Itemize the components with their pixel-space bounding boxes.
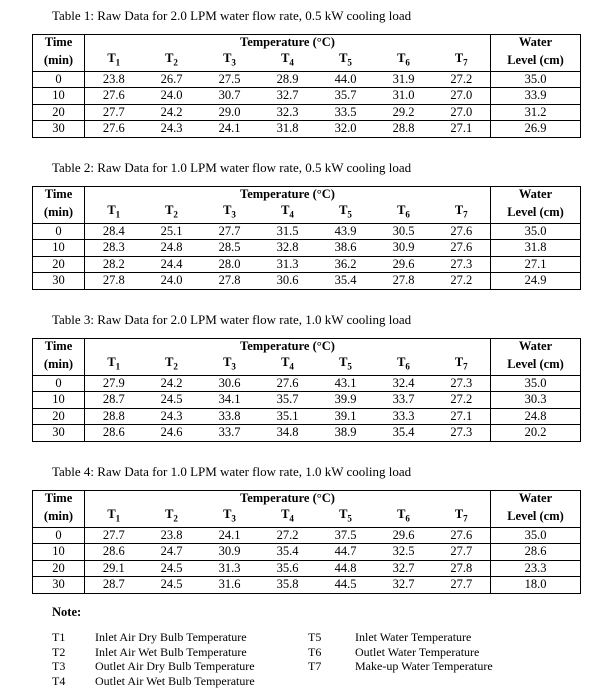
temperature-cell: 28.7 [85,577,143,594]
sensor-label: T [281,202,290,217]
header-row-2 [33,51,581,72]
sensor-label: T [281,50,290,65]
temperature-cell: 28.0 [201,256,259,273]
note-desc: Inlet Water Temperature [355,630,472,644]
temperature-cell: 28.7 [85,392,143,409]
table-row [33,375,581,392]
temperature-cell: 30.9 [375,240,433,257]
note-right-codes [308,630,321,674]
temperature-cell: 23.8 [143,527,201,544]
temperature-cell: 32.8 [259,240,317,257]
sensor-subscript: 1 [115,57,121,67]
temperature-cell: 43.1 [317,375,375,392]
temperature-cell: 29.0 [201,104,259,121]
temperature-cell: 24.5 [143,577,201,594]
temperature-cell: 39.9 [317,392,375,409]
header-row-1 [33,339,581,355]
note-code: T6 [308,644,322,659]
time-cell: 0 [33,375,85,392]
water-level-cell: 30.3 [491,392,581,409]
sensor-header [259,203,317,224]
temperature-cell: 27.7 [433,544,491,561]
time-unit: (min) [33,355,85,376]
temperature-cell: 24.3 [143,408,201,425]
time-unit: (min) [33,51,85,72]
temperature-cell: 30.7 [201,88,259,105]
sensor-header [201,51,259,72]
time-unit: (min) [33,507,85,528]
water-level-unit: Level (cm) [491,355,581,376]
table-row [33,240,581,257]
water-level-cell: 33.9 [491,88,581,105]
sensor-subscript: 6 [405,361,410,371]
temperature-cell: 27.0 [433,88,491,105]
temperature-cell: 29.2 [375,104,433,121]
table-4-caption: Table 4: Raw Data for 1.0 LPM water flow rate, 1.0 kW cooling load [52,464,412,479]
table-row [33,121,581,138]
water-level-unit: Level (cm) [491,51,581,72]
time-cell: 20 [33,560,85,577]
sensor-header [375,51,433,72]
table-1 [32,34,581,138]
table-row [33,88,581,105]
temperature-cell: 44.5 [317,577,375,594]
time-cell: 10 [33,88,85,105]
water-level-cell: 24.8 [491,408,581,425]
temperature-cell: 24.4 [143,256,201,273]
sensor-subscript: 4 [289,361,294,371]
table-2-caption: Table 2: Raw Data for 1.0 LPM water flow rate, 0.5 kW cooling load [52,160,412,175]
temperature-cell: 28.8 [375,121,433,138]
note-left-descs [95,630,255,688]
temperature-cell: 33.3 [375,408,433,425]
temperature-cell: 35.1 [259,408,317,425]
time-cell: 0 [33,71,85,88]
sensor-label: T [107,506,116,521]
sensor-subscript: 3 [231,361,236,371]
temperature-cell: 27.2 [433,392,491,409]
temperature-cell: 29.6 [375,527,433,544]
water-level-cell: 35.0 [491,223,581,240]
sensor-label: T [165,354,174,369]
table-row [33,104,581,121]
header-row-1 [33,491,581,507]
temperature-cell: 28.4 [85,223,143,240]
sensor-header [259,355,317,376]
temperature-cell: 33.7 [201,425,259,442]
sensor-subscript: 2 [173,209,178,219]
sensor-subscript: 5 [347,513,352,523]
sensor-header [433,355,491,376]
temperature-cell: 27.6 [433,527,491,544]
temperature-cell: 29.1 [85,560,143,577]
temperature-cell: 27.5 [201,71,259,88]
temperature-cell: 27.9 [85,375,143,392]
header-row-2 [33,203,581,224]
sensor-subscript: 5 [347,57,352,67]
temperature-cell: 33.5 [317,104,375,121]
water-level-header: Water [491,491,581,507]
header-row-1 [33,187,581,203]
sensor-subscript: 3 [231,513,236,523]
time-cell: 20 [33,104,85,121]
sensor-label: T [339,354,348,369]
temperature-cell: 27.6 [433,223,491,240]
temperature-cell: 32.4 [375,375,433,392]
sensor-header [201,507,259,528]
temperature-cell: 27.2 [259,527,317,544]
temperature-cell: 24.0 [143,88,201,105]
sensor-header [317,203,375,224]
table-row [33,560,581,577]
sensor-header [143,51,201,72]
time-cell: 20 [33,256,85,273]
sensor-label: T [165,202,174,217]
temperature-cell: 24.8 [143,240,201,257]
sensor-header [143,507,201,528]
table-1-caption: Table 1: Raw Data for 2.0 LPM water flow rate, 0.5 kW cooling load [52,8,412,23]
temperature-cell: 27.6 [85,121,143,138]
table-row [33,392,581,409]
temperature-cell: 24.1 [201,527,259,544]
temperature-cell: 27.8 [433,560,491,577]
note-code: T3 [52,659,66,673]
temperature-cell: 28.9 [259,71,317,88]
time-cell: 0 [33,223,85,240]
temperature-cell: 33.8 [201,408,259,425]
temperature-cell: 24.7 [143,544,201,561]
temperature-cell: 31.6 [201,577,259,594]
table-4 [32,490,581,594]
water-level-cell: 28.6 [491,544,581,561]
sensor-subscript: 1 [115,209,121,219]
sensor-label: T [223,50,232,65]
temperature-cell: 27.7 [85,104,143,121]
sensor-subscript: 7 [463,513,468,523]
sensor-label: T [397,50,406,65]
time-cell: 30 [33,273,85,290]
note-code: T7 [308,659,322,673]
note-code: T2 [52,644,66,659]
sensor-header [433,51,491,72]
temperature-cell: 31.9 [375,71,433,88]
table-row [33,273,581,290]
time-unit: (min) [33,203,85,224]
table-row [33,544,581,561]
temperature-cell: 38.6 [317,240,375,257]
sensor-header [85,507,143,528]
temperature-cell: 24.5 [143,560,201,577]
temperature-cell: 24.1 [201,121,259,138]
note-code: T1 [52,630,66,644]
time-header: Time [33,35,85,51]
water-level-header: Water [491,339,581,355]
sensor-label: T [165,50,174,65]
sensor-header [317,355,375,376]
temperature-cell: 28.6 [85,544,143,561]
time-header: Time [33,339,85,355]
note-left-codes [52,630,65,688]
sensor-header [317,507,375,528]
temperature-cell: 31.5 [259,223,317,240]
temperature-cell: 30.6 [259,273,317,290]
water-level-unit: Level (cm) [491,507,581,528]
table-3 [32,338,581,442]
temperature-cell: 27.3 [433,375,491,392]
temperature-cell: 27.0 [433,104,491,121]
water-level-cell: 18.0 [491,577,581,594]
sensor-subscript: 3 [231,209,236,219]
sensor-header [85,51,143,72]
time-cell: 30 [33,121,85,138]
sensor-header [259,507,317,528]
note-desc: Outlet Air Dry Bulb Temperature [95,659,255,673]
temperature-cell: 27.2 [433,71,491,88]
time-cell: 10 [33,544,85,561]
temperature-header: Temperature (°C) [85,491,491,507]
water-level-cell: 31.2 [491,104,581,121]
table-row [33,408,581,425]
temperature-cell: 24.3 [143,121,201,138]
water-level-cell: 27.1 [491,256,581,273]
temperature-cell: 32.7 [259,88,317,105]
sensor-subscript: 6 [405,513,410,523]
sensor-subscript: 6 [405,57,410,67]
water-level-cell: 24.9 [491,273,581,290]
note-desc: Outlet Water Temperature [355,644,480,659]
table-row [33,71,581,88]
temperature-cell: 30.6 [201,375,259,392]
time-cell: 10 [33,392,85,409]
sensor-label: T [454,506,464,521]
note-desc: Outlet Air Wet Bulb Temperature [95,673,255,688]
temperature-cell: 25.1 [143,223,201,240]
water-level-cell: 23.3 [491,560,581,577]
table-row [33,425,581,442]
sensor-label: T [397,202,406,217]
temperature-cell: 44.8 [317,560,375,577]
temperature-cell: 32.3 [259,104,317,121]
sensor-subscript: 4 [289,513,294,523]
temperature-cell: 27.6 [433,240,491,257]
sensor-header [259,51,317,72]
temperature-cell: 28.5 [201,240,259,257]
note-desc: Inlet Air Dry Bulb Temperature [95,630,247,644]
temperature-cell: 26.7 [143,71,201,88]
sensor-label: T [107,50,116,65]
temperature-cell: 30.5 [375,223,433,240]
sensor-label: T [223,506,232,521]
temperature-header: Temperature (°C) [85,35,491,51]
time-cell: 20 [33,408,85,425]
temperature-cell: 28.8 [85,408,143,425]
temperature-cell: 38.9 [317,425,375,442]
sensor-header [433,203,491,224]
temperature-cell: 44.7 [317,544,375,561]
temperature-cell: 28.3 [85,240,143,257]
water-level-cell: 35.0 [491,71,581,88]
sensor-label: T [223,354,232,369]
temperature-cell: 31.0 [375,88,433,105]
temperature-header: Temperature (°C) [85,187,491,203]
sensor-label: T [397,506,406,521]
temperature-cell: 27.8 [375,273,433,290]
table-row [33,577,581,594]
temperature-cell: 27.1 [433,121,491,138]
sensor-header [143,203,201,224]
temperature-cell: 44.0 [317,71,375,88]
temperature-cell: 43.9 [317,223,375,240]
note-right-descs [355,630,493,674]
sensor-header [85,355,143,376]
temperature-cell: 33.7 [375,392,433,409]
table-row [33,223,581,240]
temperature-cell: 37.5 [317,527,375,544]
temperature-cell: 23.8 [85,71,143,88]
time-cell: 0 [33,527,85,544]
temperature-cell: 27.6 [85,88,143,105]
sensor-subscript: 2 [173,361,178,371]
sensor-header [433,507,491,528]
sensor-label: T [339,202,348,217]
time-cell: 30 [33,577,85,594]
sensor-header [375,203,433,224]
sensor-label: T [281,506,290,521]
sensor-header [317,51,375,72]
sensor-label: T [454,354,464,369]
water-level-cell: 26.9 [491,121,581,138]
temperature-header: Temperature (°C) [85,339,491,355]
temperature-cell: 32.0 [317,121,375,138]
sensor-subscript: 7 [463,57,468,67]
temperature-cell: 27.8 [85,273,143,290]
water-level-header: Water [491,187,581,203]
temperature-cell: 27.1 [433,408,491,425]
water-level-unit: Level (cm) [491,203,581,224]
sensor-subscript: 1 [115,513,121,523]
sensor-subscript: 7 [463,209,468,219]
note-code: T4 [52,673,66,688]
temperature-cell: 27.3 [433,256,491,273]
note-title: Note: [52,605,82,619]
temperature-cell: 28.2 [85,256,143,273]
time-header: Time [33,491,85,507]
note-desc: Inlet Air Wet Bulb Temperature [95,644,247,659]
sensor-subscript: 4 [289,209,294,219]
temperature-cell: 27.7 [433,577,491,594]
sensor-subscript: 2 [173,57,178,67]
water-level-cell: 20.2 [491,425,581,442]
temperature-cell: 35.8 [259,577,317,594]
sensor-label: T [281,354,290,369]
table-2 [32,186,581,290]
sensor-label: T [165,506,174,521]
time-cell: 30 [33,425,85,442]
temperature-cell: 35.4 [317,273,375,290]
sensor-header [375,507,433,528]
header-row-2 [33,507,581,528]
temperature-cell: 24.6 [143,425,201,442]
sensor-header [201,355,259,376]
temperature-cell: 24.2 [143,104,201,121]
temperature-cell: 30.9 [201,544,259,561]
temperature-cell: 34.1 [201,392,259,409]
sensor-label: T [339,506,348,521]
sensor-label: T [107,354,116,369]
time-header: Time [33,187,85,203]
sensor-label: T [454,202,464,217]
sensor-subscript: 5 [347,361,352,371]
sensor-subscript: 1 [115,361,121,371]
temperature-cell: 34.8 [259,425,317,442]
temperature-cell: 35.6 [259,560,317,577]
temperature-cell: 24.5 [143,392,201,409]
sensor-header [85,203,143,224]
sensor-label: T [397,354,406,369]
temperature-cell: 32.7 [375,577,433,594]
sensor-subscript: 3 [231,57,236,67]
sensor-label: T [223,202,232,217]
temperature-cell: 35.4 [375,425,433,442]
temperature-cell: 36.2 [317,256,375,273]
water-level-cell: 31.8 [491,240,581,257]
sensor-subscript: 5 [347,209,352,219]
sensor-label: T [339,50,348,65]
sensor-header [143,355,201,376]
temperature-cell: 27.2 [433,273,491,290]
water-level-cell: 35.0 [491,527,581,544]
temperature-cell: 28.6 [85,425,143,442]
temperature-cell: 31.8 [259,121,317,138]
temperature-cell: 31.3 [201,560,259,577]
note-code: T5 [308,630,322,644]
sensor-subscript: 4 [289,57,294,67]
temperature-cell: 27.6 [259,375,317,392]
sensor-label: T [107,202,116,217]
temperature-cell: 24.0 [143,273,201,290]
temperature-cell: 35.7 [259,392,317,409]
temperature-cell: 24.2 [143,375,201,392]
note-desc: Make-up Water Temperature [355,659,493,673]
temperature-cell: 29.6 [375,256,433,273]
temperature-cell: 32.7 [375,560,433,577]
sensor-subscript: 6 [405,209,410,219]
temperature-cell: 27.8 [201,273,259,290]
sensor-header [375,355,433,376]
sensor-label: T [454,50,464,65]
header-row-1 [33,35,581,51]
temperature-cell: 27.7 [85,527,143,544]
temperature-cell: 32.5 [375,544,433,561]
table-row [33,527,581,544]
header-row-2 [33,355,581,376]
sensor-header [201,203,259,224]
temperature-cell: 27.3 [433,425,491,442]
water-level-cell: 35.0 [491,375,581,392]
temperature-cell: 35.4 [259,544,317,561]
time-cell: 10 [33,240,85,257]
sensor-subscript: 2 [173,513,178,523]
sensor-subscript: 7 [463,361,468,371]
water-level-header: Water [491,35,581,51]
temperature-cell: 31.3 [259,256,317,273]
temperature-cell: 39.1 [317,408,375,425]
temperature-cell: 35.7 [317,88,375,105]
table-row [33,256,581,273]
temperature-cell: 27.7 [201,223,259,240]
table-3-caption: Table 3: Raw Data for 2.0 LPM water flow rate, 1.0 kW cooling load [52,312,412,327]
